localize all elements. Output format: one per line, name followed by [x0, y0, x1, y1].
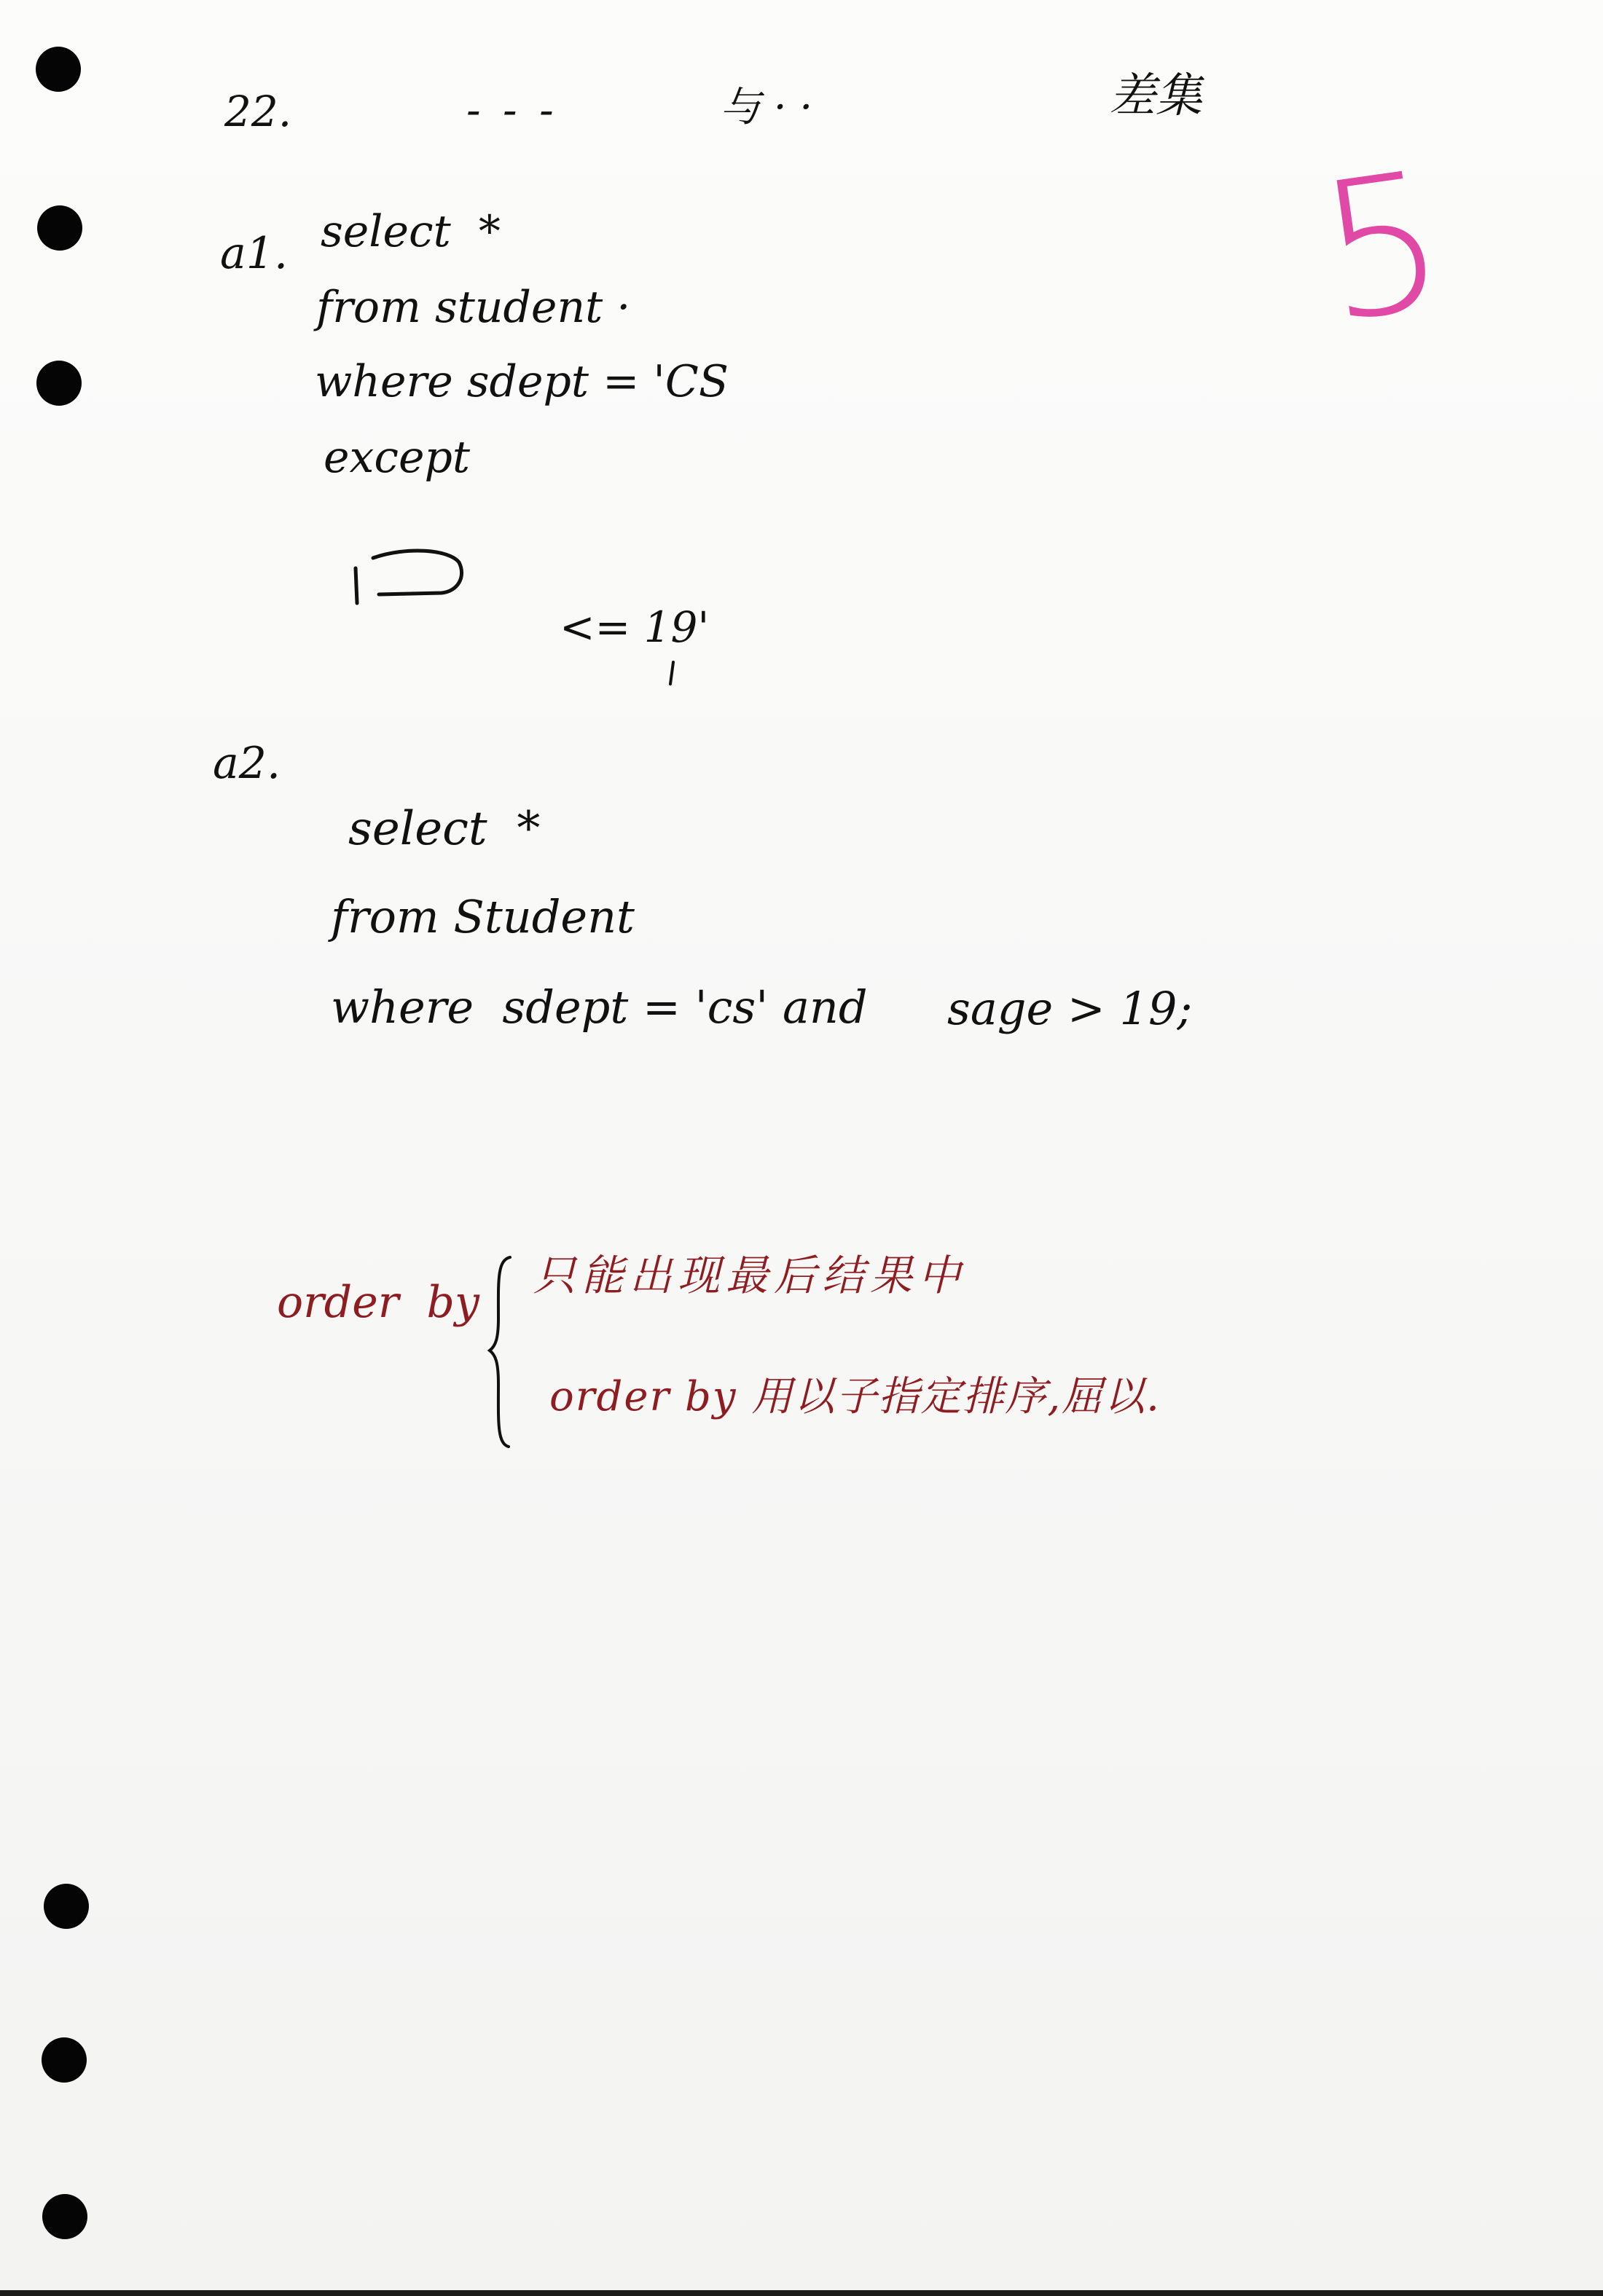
question-number: 22.: [224, 87, 292, 136]
binder-hole: [42, 2194, 87, 2239]
binder-hole: [37, 205, 82, 251]
q1-line-where: where sdept = 'CS: [315, 356, 729, 407]
q2-line-select: select *: [348, 802, 541, 856]
q1-fragment: <= 19': [560, 602, 710, 652]
q2-label: a2.: [213, 738, 281, 789]
curly-brace: [487, 1253, 513, 1450]
sketch-box-mark: [348, 536, 472, 609]
q2-line-sage: sage > 19;: [947, 982, 1193, 1035]
q2-line-where: where sdept = 'cs' and: [331, 980, 868, 1034]
binder-hole: [36, 47, 81, 92]
note-line-2: order by 用以子指定排序,屈以.: [549, 1373, 1161, 1420]
header-character: 与 · ·: [720, 84, 813, 131]
page-bottom-edge: [0, 2290, 1603, 2296]
author-signature: 差集: [1109, 69, 1202, 123]
q1-line-from: from student ·: [316, 282, 631, 333]
binder-hole: [44, 1884, 89, 1929]
q1-label: a1.: [220, 228, 289, 279]
score-mark: 5: [1307, 130, 1458, 366]
stray-tick-mark: [665, 659, 679, 688]
q1-line-select: select *: [321, 206, 501, 257]
binder-hole: [36, 361, 82, 406]
q1-line-except: except: [324, 432, 470, 483]
binder-hole: [42, 2037, 87, 2083]
header-dashes: - - -: [466, 85, 558, 135]
note-line-1: 只能出现最后结果中: [533, 1251, 967, 1300]
q2-line-from: from Student: [331, 890, 635, 943]
note-label: order by: [277, 1277, 479, 1328]
